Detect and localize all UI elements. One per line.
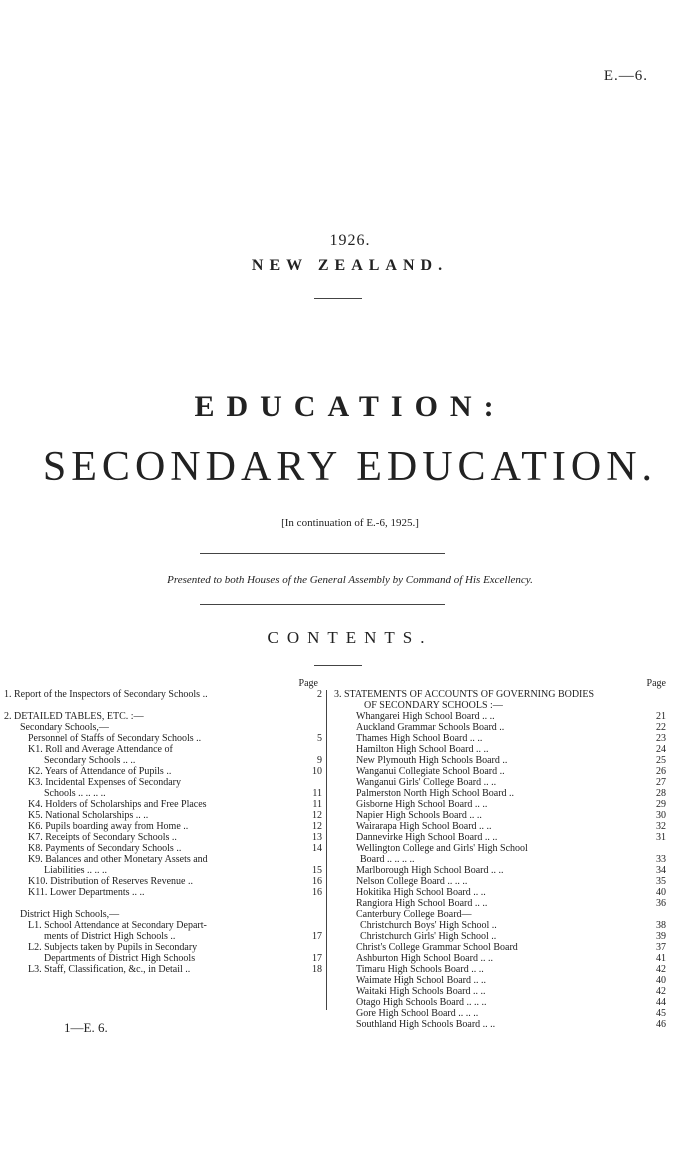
contents-entry — [4, 865, 322, 876]
contents-entry — [4, 799, 322, 810]
entry-title: Wairarapa High School Board .. .. — [356, 821, 492, 832]
contents-entry — [334, 931, 666, 942]
contents-entry — [4, 854, 322, 865]
entry-title: New Plymouth High Schools Board .. — [356, 755, 508, 766]
contents-entry — [334, 887, 666, 898]
entry-page: 25 — [656, 755, 666, 766]
entry-title: Wanganui Girls' College Board .. .. — [356, 777, 497, 788]
entry-page: 18 — [312, 964, 322, 975]
entry-page: 12 — [312, 810, 322, 821]
entry-page: 38 — [656, 920, 666, 931]
contents-entry — [4, 942, 322, 953]
entry-title: K11. Lower Departments .. .. — [28, 887, 145, 898]
title-education: EDUCATION: — [194, 390, 506, 423]
entry-title: Gore High School Board .. .. .. — [356, 1008, 479, 1019]
divider — [200, 604, 445, 605]
contents-entry — [4, 898, 322, 909]
contents-entry — [334, 964, 666, 975]
entry-page: 10 — [312, 766, 322, 777]
entry-page: 41 — [656, 953, 666, 964]
entry-title: Christchurch Girls' High School .. — [360, 931, 497, 942]
contents-entry — [334, 799, 666, 810]
contents-entry — [334, 777, 666, 788]
contents-entry — [334, 1008, 666, 1019]
entry-title: Hamilton High School Board .. .. — [356, 744, 489, 755]
entry-title: Otago High Schools Board .. .. .. — [356, 997, 487, 1008]
contents-entry — [4, 744, 322, 755]
contents-entry — [334, 755, 666, 766]
divider — [314, 665, 362, 666]
entry-page: 42 — [656, 986, 666, 997]
entry-page: 12 — [312, 821, 322, 832]
contents-entry — [334, 909, 666, 920]
contents-entry — [4, 964, 322, 975]
contents-entry — [334, 733, 666, 744]
contents-entry — [4, 931, 322, 942]
presented-line: Presented to both Houses of the General Assembly by Command of His Excellency. — [167, 574, 533, 586]
entry-title: Rangiora High School Board .. .. — [356, 898, 488, 909]
contents-entry — [4, 700, 322, 711]
entry-title: Napier High Schools Board .. .. — [356, 810, 482, 821]
contents-right-column — [334, 678, 666, 1030]
entry-page: 40 — [656, 887, 666, 898]
page-label: Page — [646, 678, 666, 689]
entry-title: ments of District High Schools .. — [44, 931, 176, 942]
contents-entry — [334, 865, 666, 876]
entry-title: Southland High Schools Board .. .. — [356, 1019, 496, 1030]
contents-entry — [334, 810, 666, 821]
page-label: Page — [298, 678, 318, 689]
contents-entry — [4, 722, 322, 733]
contents-entry — [334, 788, 666, 799]
contents-entry — [334, 986, 666, 997]
entry-page: 11 — [312, 799, 322, 810]
entry-page: 35 — [656, 876, 666, 887]
entry-page: 40 — [656, 975, 666, 986]
entry-page: 36 — [656, 898, 666, 909]
title-secondary-education: SECONDARY EDUCATION. — [42, 444, 658, 490]
entry-page: 21 — [656, 711, 666, 722]
entry-title: Christchurch Boys' High School .. — [360, 920, 497, 931]
entry-title: Wellington College and Girls' High School — [356, 843, 528, 854]
entry-title: L1. School Attendance at Secondary Depart- — [28, 920, 207, 931]
contents-entry — [4, 909, 322, 920]
year: 1926. — [329, 232, 371, 249]
entry-title: Secondary Schools,— — [20, 722, 109, 733]
entry-title: Christ's College Grammar School Board — [356, 942, 518, 953]
entry-page: 29 — [656, 799, 666, 810]
entry-title: K1. Roll and Average Attendance of — [28, 744, 173, 755]
entry-title: 1. Report of the Inspectors of Secondary Schools .. — [4, 689, 208, 700]
contents-entry — [334, 843, 666, 854]
entry-title: K7. Receipts of Secondary Schools .. — [28, 832, 177, 843]
entry-page: 17 — [312, 931, 322, 942]
entry-page: 24 — [656, 744, 666, 755]
entry-title: Hokitika High School Board .. .. — [356, 887, 486, 898]
entry-title: Nelson College Board .. .. .. — [356, 876, 468, 887]
entry-title: Schools .. .. .. .. — [44, 788, 106, 799]
contents-entry — [4, 788, 322, 799]
contents-entry — [4, 777, 322, 788]
contents-entry — [334, 744, 666, 755]
contents-entry — [4, 887, 322, 898]
contents-entry — [4, 755, 322, 766]
contents-entry — [4, 843, 322, 854]
contents-entry — [4, 953, 322, 964]
contents-entry — [334, 711, 666, 722]
entry-page: 11 — [312, 788, 322, 799]
contents-entry — [4, 821, 322, 832]
entry-page: 23 — [656, 733, 666, 744]
entry-title: K4. Holders of Scholarships and Free Places — [28, 799, 207, 810]
entry-title: Dannevirke High School Board .. .. — [356, 832, 498, 843]
continuation-note: [In continuation of E.-6, 1925.] — [281, 517, 419, 529]
entry-title: Thames High School Board .. .. — [356, 733, 483, 744]
entry-page: 30 — [656, 810, 666, 821]
entry-title: K2. Years of Attendance of Pupils .. — [28, 766, 172, 777]
contents-entry — [4, 832, 322, 843]
entry-page: 26 — [656, 766, 666, 777]
document-reference: E.—6. — [603, 68, 648, 84]
entry-title: 2. DETAILED TABLES, ETC. :— — [4, 711, 144, 722]
entry-title: Marlborough High School Board .. .. — [356, 865, 504, 876]
entry-page: 16 — [312, 876, 322, 887]
entry-title: Auckland Grammar Schools Board .. — [356, 722, 505, 733]
entry-page: 33 — [656, 854, 666, 865]
contents-entry — [4, 733, 322, 744]
country-heading: NEW ZEALAND. — [251, 257, 449, 274]
entry-page: 34 — [656, 865, 666, 876]
entry-title: K8. Payments of Secondary Schools .. — [28, 843, 182, 854]
entry-page: 9 — [317, 755, 322, 766]
contents-entry — [334, 689, 666, 700]
footer-page-ref: 1—E. 6. — [64, 1020, 108, 1035]
entry-page: 44 — [656, 997, 666, 1008]
contents-entry — [334, 832, 666, 843]
contents-entry — [334, 920, 666, 931]
entry-title: Gisborne High School Board .. .. — [356, 799, 488, 810]
entry-page: 14 — [312, 843, 322, 854]
entry-title: K9. Balances and other Monetary Assets and — [28, 854, 208, 865]
entry-title: 3. STATEMENTS OF ACCOUNTS OF GOVERNING BODIES — [334, 689, 595, 700]
divider — [200, 553, 445, 554]
entry-title: OF SECONDARY SCHOOLS :— — [364, 700, 503, 711]
entry-title: Board .. .. .. .. — [360, 854, 415, 865]
entry-title: Wanganui Collegiate School Board .. — [356, 766, 505, 777]
contents-entry — [334, 876, 666, 887]
entry-title: Personnel of Staffs of Secondary Schools .. — [28, 733, 202, 744]
entry-page: 31 — [656, 832, 666, 843]
entry-page: 32 — [656, 821, 666, 832]
entry-page: 27 — [656, 777, 666, 788]
entry-page: 5 — [317, 733, 322, 744]
entry-page: 2 — [317, 689, 322, 700]
contents-entry — [334, 766, 666, 777]
contents-left-column — [4, 678, 322, 975]
contents-entry — [334, 854, 666, 865]
entry-title: Waitaki High Schools Board .. .. — [356, 986, 486, 997]
contents-entry — [334, 722, 666, 733]
entry-title: Departments of District High Schools — [44, 953, 196, 964]
entry-title: K10. Distribution of Reserves Revenue .. — [28, 876, 193, 887]
contents-heading: CONTENTS. — [267, 628, 433, 647]
entry-page: 28 — [656, 788, 666, 799]
entry-title: L2. Subjects taken by Pupils in Secondary — [28, 942, 198, 953]
entry-page: 17 — [312, 953, 322, 964]
contents-entry — [4, 689, 322, 700]
contents-entry — [334, 700, 666, 711]
entry-title: Secondary Schools .. .. — [44, 755, 136, 766]
contents-entry — [4, 920, 322, 931]
entry-page: 39 — [656, 931, 666, 942]
entry-page: 22 — [656, 722, 666, 733]
divider — [314, 298, 362, 299]
contents-entry — [334, 1019, 666, 1030]
entry-page: 13 — [312, 832, 322, 843]
entry-page: 15 — [312, 865, 322, 876]
contents-entry — [334, 997, 666, 1008]
entry-title: Palmerston North High School Board .. — [356, 788, 515, 799]
contents-entry — [334, 975, 666, 986]
entry-title: Timaru High Schools Board .. .. — [356, 964, 484, 975]
entry-page: 16 — [312, 887, 322, 898]
contents-entry — [334, 821, 666, 832]
entry-title: Waimate High School Board .. .. — [356, 975, 487, 986]
column-divider — [326, 690, 327, 1010]
entry-title: L3. Staff, Classification, &c., in Detail .. — [28, 964, 191, 975]
contents-entry — [4, 876, 322, 887]
entry-title: District High Schools,— — [20, 909, 120, 920]
entry-title: K6. Pupils boarding away from Home .. — [28, 821, 189, 832]
contents-entry — [4, 711, 322, 722]
entry-page: 46 — [656, 1019, 666, 1030]
contents-entry — [4, 766, 322, 777]
entry-title: Liabilities .. .. .. — [44, 865, 108, 876]
entry-page: 45 — [656, 1008, 666, 1019]
contents-entry — [334, 942, 666, 953]
contents-entry — [4, 810, 322, 821]
entry-title: Ashburton High School Board .. .. — [356, 953, 493, 964]
entry-title: Whangarei High School Board .. .. — [356, 711, 495, 722]
contents-entry — [334, 898, 666, 909]
entry-title: K5. National Scholarships .. .. — [28, 810, 149, 821]
entry-page: 42 — [656, 964, 666, 975]
entry-page: 37 — [656, 942, 666, 953]
entry-title: Canterbury College Board— — [356, 909, 472, 920]
contents-entry — [334, 953, 666, 964]
entry-title: K3. Incidental Expenses of Secondary — [28, 777, 182, 788]
